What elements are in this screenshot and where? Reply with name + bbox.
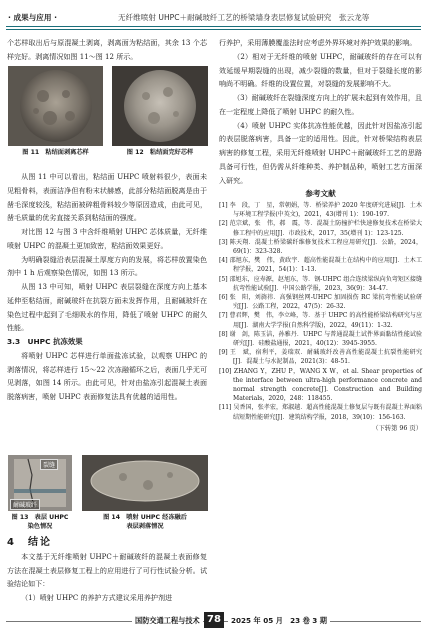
continued-note: （下转第 96 页） — [372, 424, 422, 432]
reference-item: [5] 邵旭东，应寿源，赵旭东，等．钢-UHPC 组合连续梁纵向负弯矩区接缝抗弯性能试验[J]．中国公路学报，2023，36(9)：34-47. — [219, 275, 422, 292]
paragraph: 个芯样取出后与原混凝土剥离，剥离面为粘结面，其余 13 个芯样完好。剥离情况如图 11～图 12 所示。 — [7, 38, 207, 61]
paragraph: 从图 13 中可知，喷射 UHPC 表层裂缝在深度方向上基本延伸至粘结面，耐碱玻纤在抗裂方面未发挥作用，且耐碱玻纤在染色过程中起到了毛细吸水的作用，降低了喷射 UHPC 的耐久性能。 — [7, 282, 207, 333]
reference-item: [3] 陈天翔．混凝土桥梁碳纤维修复技术工程应用研究[J]．公路，2024，69(1)：323-328. — [219, 238, 422, 256]
fiber-layer — [14, 489, 66, 493]
reference-list — [219, 201, 422, 422]
running-title: 无纤维喷射 UHPC＋耐碱玻纤工艺的桥梁墙身表层修复试验研究 张云龙等 — [118, 13, 370, 22]
header-rule-thin — [6, 29, 421, 30]
reference-item: [2] 范宗斌，张 伟，郝 震，等．混凝土防撞护栏快速修复技术在桥梁大修工程中的应用[J]．市政技术，2017，35(增刊 1)：123-125. — [219, 220, 422, 237]
reference-item: [11] 吴香国，张孝宏，郑淑越．超高性能混凝土修复层与既有混凝土界面粘结短期性能研究[J]．建筑结构学报，2018，39(10)：156-163. — [219, 404, 422, 421]
paragraph: 从图 11 中可以看出，粘结面 UHPC 喷射料很少，表面未见粗骨料，表面洁净但有粉末状赫感，此部分粘结面脱离是由于凿毛深度较浅，粘结面被碎粗骨料较少等原因造成，由此可见，凿毛质量的优劣直接关系到粘结面的强度。 — [7, 172, 207, 223]
paragraph: （1）喷射 UHPC 的养护方式建议采用养护剂进 — [21, 593, 173, 602]
left-column-conclusion — [7, 536, 207, 605]
figures-11-12 — [8, 66, 208, 160]
core-sample-photos — [8, 66, 208, 146]
paragraph: 将喷射 UHPC 芯样进行单面盐冻试验，以观察 UHPC 的剥落情况，将芯样进行 15～22 次冻融循环之后，表面几乎无可见剥落，如图 14 所示。由此可见，针对由盐冻引起混凝土表面脱落病害，喷射 UHPC 表面修复法具有优越的适用性。 — [7, 350, 207, 401]
page-number: 78 — [204, 612, 224, 628]
reference-item: [9] 王 斌，宿利平，姜瑞双．耐碱玻纤改善高性能混凝土抗裂性能研究[J]．混凝土与水泥制品，2021(3)：48-51. — [219, 349, 422, 366]
paragraph: 对比图 12 与图 3 中含纤维喷射 UHPC 芯体质量，无纤维喷射 UHPC 的混凝土更加致密，粘结面效果更好。 — [7, 227, 207, 250]
running-header — [6, 8, 421, 28]
reference-item: [7] 曹君辉，樊 伟，李立峰，等．基于 UHPC 的高性能桥梁结构研究与应用[J]．湖南大学学报(自然科学版)，2022，49(11)：1-32. — [219, 312, 422, 329]
core-top-11 — [20, 70, 92, 142]
paragraph: 为明确裂缝沿表层混凝土厚度方向的发展，将芯样放置染色剂中 1 h 后观察染色情况，如图 13 所示。 — [7, 254, 207, 278]
fiber-label: 耐碱玻纤 — [10, 499, 40, 510]
paragraph: （2）相对于无纤维的喷射 UHPC，耐碱玻纤的存在可以有效延缓早期裂缝的出现，减少裂缝的数量，但对于裂缝长度的影响尚不明确。纤维的设置位置，对裂缝的发展影响不大。 — [219, 51, 422, 89]
left-column — [7, 36, 207, 64]
issue-date: 2025 年 05 月 23 卷 3 期 — [228, 616, 330, 626]
right-column — [219, 36, 422, 436]
reference-item: [4] 邵旭东，樊 伟，黄政宇．超高性能混凝土在结构中的应用[J]．土木工程学报，2021，54(1)：1-13. — [219, 257, 422, 274]
crack-label: 裂缝 — [40, 459, 58, 470]
page-footer — [0, 612, 427, 632]
figure-11-caption: 图 11 粘结面剥离芯样 — [22, 149, 89, 156]
paragraph: （3）耐碱玻纤在裂缝深度方向上的扩展未起到有效作用，且在一定程度上降低了喷射 UHPC 的耐久性。 — [219, 93, 422, 116]
section-label: · 成果与应用 · — [8, 13, 58, 22]
core-top-12 — [124, 70, 196, 142]
section-heading: 4 结论 — [7, 537, 52, 548]
paragraph: 本文基于无纤维喷射 UHPC＋耐碱玻纤的混凝土表面修复方法在混凝土表层修复工程上的应用进行了可行性试验分析。试验结论如下： — [7, 551, 207, 589]
left-column-body — [7, 170, 207, 404]
reference-item: [10] ZHANG Y，ZHU P，WANG X W，et al. Shear properties of the interface between ultra-high performance concrete and normal strength concrete[J]. Construction and Building Materials，2020，248：118455. — [219, 367, 422, 403]
paragraph: （4）喷射 UHPC 实体抗冻性能优越，因此针对因盐冻引起的表层脱落病害，具备一定的适用性。因此，针对桥梁结构表层病害的修复工程，采用无纤维喷射 UHPC＋耐碱玻纤工艺的思路具备可行性，但仍需从纤维种类、养护制品种，喷射工艺方面深入研究。 — [219, 120, 422, 185]
figure-13-caption: 图 13 表层 UHPC 染色情况 — [11, 514, 69, 530]
references-heading: 参考文献 — [305, 189, 336, 199]
section-heading: 3.3 UHPC 抗冻效果 — [7, 337, 83, 346]
reference-item: [1] 李 段，丁 星，常朝娟，等．桥梁养护 2020 年度研究进展[J]．土木与环境工程学报(中英文)，2021，43(增刊 1)：190-197. — [219, 202, 422, 219]
figure-14-caption: 图 14 喷射 UHPC 经冻融后 表层剥落情况 — [103, 514, 187, 530]
header-rule — [6, 26, 421, 27]
figures-13-14 — [8, 455, 208, 533]
reference-item: [6] 张 阳，刘旖祎．高强钢丝网-UHPC 加固损伤 RC 梁抗弯性能试验研究[J]．公路工程，2022，47(5)：26-32. — [219, 294, 422, 311]
paragraph: 行养护，采用薄膜覆盖法时应考虑外界环境对养护效果的影响。 — [219, 38, 417, 47]
figure-12-caption: 图 12 粘结面完好芯样 — [126, 149, 194, 156]
journal-name: 国防交通工程与技术 — [132, 616, 203, 626]
reference-item: [8] 谢 剑，陈玉洁，孙雅丹．UHPC 与普通混凝土试件界面黏结性能试验研究[J]．硅酸盐通报，2021，40(12)：3945-3955. — [219, 330, 422, 348]
